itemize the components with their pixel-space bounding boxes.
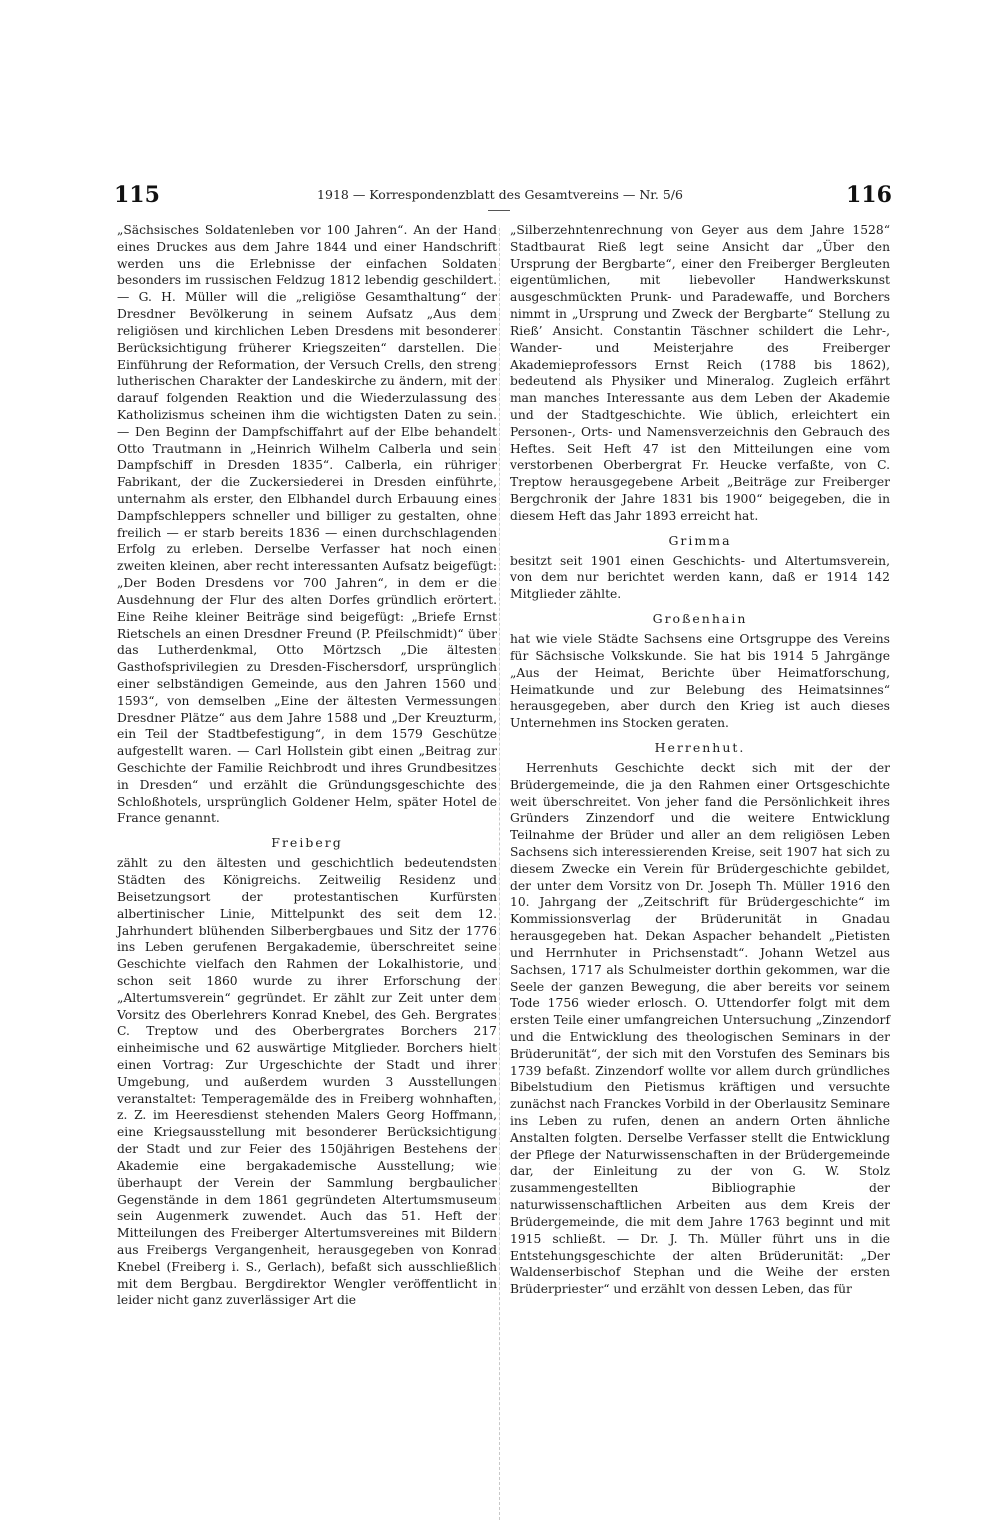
page-number-right: 116 bbox=[846, 182, 892, 208]
right-column bbox=[510, 222, 890, 1298]
paragraph-grossenhain: hat wie viele Städte Sachsens eine Ortsgruppe des Vereins für Sächsische Volkskunde. Sie hat bis 1914 5 Jahrgänge „Aus der Heimat, Berichte über Heimatforschung, Heimatkunde und zur Belebung des Heimatsinnes“ herausgegeben, aber durch den Krieg ist auch dieses Unternehmen ins Stocken geraten. bbox=[510, 632, 890, 731]
column-divider bbox=[499, 228, 500, 1520]
paragraph-freiberg: zählt zu den ältesten und geschichtlich bedeutendsten Städten des Königreichs. Zeitweilig Residenz und Beisetzungsort der protestantischen Kurfürsten albertinischer Linie, Mittelpunkt des seit dem 12. Jahrhundert blühenden Silberbergbaues und Sitz der 1776 ins Leben gerufenen Bergakademie, überschreitet seine Geschichte vielfach den Rahmen der Lokalhistorie, und schon seit 1860 wurde zu ihrer Erforschung der „Altertumsverein“ gegründet. Er zählt zur Zeit unter dem Vorsitz des Oberlehrers Konrad Knebel, des Geh. Bergrates C. Treptow und des Oberbergrates Borchers 217 einheimische und 62 auswärtige Mitglieder. Borchers hielt einen Vortrag: Zur Urgeschichte der Stadt und ihrer Umgebung, und außerdem wurden 3 Ausstellungen veranstaltet: Temperagemälde des in Freiberg wohnhaften, z. Z. im Heeresdienst stehenden Malers Georg Hoffmann, eine Kriegsausstellung mit besonderer Berücksichtigung der Stadt und zur Feier des 150jährigen Bestehens der Akademie eine bergakademische Ausstellung; wie überhaupt der Verein der Sammlung bergbaulicher Gegenstände in dem 1861 gegründeten Altertumsmuseum sein Augenmerk zuwendet. Auch das 51. Heft der Mitteilungen des Freiberger Altertumsvereines mit Bildern aus Freibergs Vergangenheit, herausgegeben von Konrad Knebel (Freiberg i. S., Gerlach), befaßt sich ausschließlich mit dem Bergbau. Bergdirektor Wengler veröffentlicht in leider nicht ganz zuverlässiger Art die bbox=[117, 856, 497, 1308]
paragraph-dresden: „Sächsisches Soldatenleben vor 100 Jahren“. An der Hand eines Druckes aus dem Jahre 1844 und einer Handschrift werden uns die Erlebnisse der einfachen Soldaten besonders im russischen Feldzug 1812 lebendig geschildert. — G. H. Müller will die „religiöse Gesamthaltung“ der Dresdner Bevölkerung in seinem Aufsatz „Aus dem religiösen und kirchlichen Leben Dresdens mit besonderer Berücksichtigung früherer Kriegszeiten“ darstellen. Die Einführung der Reformation, der Versuch Crells, den streng lutherischen Charakter der Landeskirche zu ändern, mit der darauf folgenden Reaktion und die Wiederzulassung des Katholizismus scheinen ihm die wichtigsten Daten zu sein. — Den Beginn der Dampfschiffahrt auf der Elbe behandelt Otto Trautmann in „Heinrich Wilhelm Calberla und sein Dampfschiff in Dresden 1835“. Calberla, ein rühriger Fabrikant, der die Zuckersiederei in Dresden einführte, unternahm als erster, den Elbhandel durch Erbauung eines Dampfschleppers schneller und billiger zu gestalten, ohne freilich — er starb bereits 1836 — einen durchschlagenden Erfolg zu erleben. Derselbe Verfasser hat noch einen zweiten kleinen, aber recht interessanten Aufsatz beigefügt: „Der Boden Dresdens vor 700 Jahren“, in dem er die Ausdehnung der Flur des alten Dorfes gründlich erörtert. Eine Reihe kleiner Beiträge sind beigefügt: „Briefe Ernst Rietschels an einen Dresdner Freund (P. Pfeilschmidt)“ über das Lutherdenkmal, Otto Mörtzsch „Die ältesten Gasthofsprivilegien zu Dresden-Fischersdorf, ursprünglich einer selbständigen Gemeinde, aus den Jahren 1560 und 1593“, von demselben „Eine der ältesten Vermessungen Dresdner Plätze“ aus dem Jahre 1588 und „Der Kreuzturm, ein Teil der Stadtbefestigung“, in dem 1579 Geschütze aufgestellt waren. — Carl Hollstein gibt einen „Beitrag zur Geschichte der Familie Reichbrodt und ihres Grundbesitzes in Dresden“ und erzählt die Gründungsgeschichte des Schloßhotels, ursprünglich Goldener Helm, später Hotel de France genannt. bbox=[117, 223, 497, 826]
paragraph-freiberg-continued: „Silberzehntenrechnung von Geyer aus dem Jahre 1528“ Stadtbaurat Rieß legt seine Ansicht dar „Über den Ursprung der Bergbarte“, einer den Freiberger Bergleuten eigentümlichen, mit liebevoller Handwerkskunst ausgeschmückten Prunk- und Paradewaffe, und Borchers nimmt in „Ursprung und Zweck der Bergbarte“ Stellung zu Rieß’ Ansicht. Constantin Täschner schildert die Lehr-, Wander- und Meisterjahre des Freiberger Akademieprofessors Ernst Reich (1788 bis 1862), bedeutend als Physiker und Mineralog. Zugleich erfährt man manches Interessante aus dem Leben der Akademie und der Stadtgeschichte. Wie üblich, erleichtert ein Personen-, Orts- und Namensverzeichnis den Gebrauch des Heftes. Seit Heft 47 ist den Mitteilungen eine vom verstorbenen Oberbergrat Fr. Heucke verfaßte, von C. Treptow herausgegebene Arbeit „Beiträge zur Freiberger Bergchronik der Jahre 1831 bis 1900“ beigegeben, die in diesem Heft das Jahr 1893 erreicht hat. bbox=[510, 223, 890, 523]
section-heading-grimma: Grimma bbox=[668, 532, 732, 548]
paragraph-grimma: besitzt seit 1901 einen Geschichts- und Altertumsverein, von dem nur berichtet werden kann, daß er 1914 142 Mitglieder zählte. bbox=[510, 553, 890, 602]
section-heading-freiberg: Freiberg bbox=[271, 835, 343, 851]
page-number-left: 115 bbox=[114, 182, 160, 208]
running-header: 1918 — Korrespondenzblatt des Gesamtvereins — Nr. 5/6 bbox=[317, 187, 683, 202]
paragraph-herrenhut: Herrenhuts Geschichte deckt sich mit der der Brüdergemeinde, die ja den Rahmen einer Ortsgeschichte weit überschreitet. Von jeher fand die Persönlichkeit ihres Gründers Zinzendorf und die weitere Entwicklung Teilnahme der Brüder und aller an dem religiösen Leben Sachsens sich interessierenden Kreise, seit 1907 hat sich zu diesem Zwecke ein Verein für Brüdergeschichte gebildet, der unter dem Vorsitz von Dr. Joseph Th. Müller 1916 den 10. Jahrgang der „Zeitschrift für Brüdergeschichte“ im Kommissionsverlag der Brüderunität in Gnadau herausgegeben hat. Dekan Aspacher behandelt „Pietisten und Herrnhuter in Prichsenstadt“. Johann Wetzel aus Sachsen, 1717 als Schulmeister dorthin gekommen, war die Seele der ganzen Bewegung, die aber bereits vor seinem Tode 1756 wieder erlosch. O. Uttendorfer folgt mit dem ersten Teile einer umfangreichen Untersuchung „Zinzendorf und die Entwicklung des theologischen Seminars in der Brüderunität“, der sich mit den Vorstufen des Seminars bis 1739 befaßt. Zinzendorf wollte vor allem durch gründliches Bibelstudium den Pietismus kräftigen und versuchte zunächst nach Franckes Vorbild in der Oberlausitz Seminare ins Leben zu rufen, denen an andern Orten ähnliche Anstalten folgten. Derselbe Verfasser stellt die Entwicklung der Pflege der Naturwissenschaften in der Brüdergemeinde dar, der Einleitung zu der von G. W. Stolz zusammengestellten Bibliographie der naturwissenschaftlichen Arbeiten aus dem Kreis der Brüdergemeinde, die mit dem Jahre 1763 beginnt und mit 1915 schließt. — Dr. J. Th. Müller führt uns in die Entstehungsgeschichte der alten Brüderunität: „Der Waldenserbischof Stephan und die Weihe der ersten Brüderpriester“ und erzählt von dessen Leben, das für bbox=[510, 760, 890, 1297]
header-rule bbox=[488, 210, 510, 211]
section-heading-herrenhut: Herrenhut. bbox=[654, 739, 746, 755]
section-heading-grossenhain: Großenhain bbox=[652, 611, 748, 627]
left-column bbox=[117, 222, 497, 1309]
